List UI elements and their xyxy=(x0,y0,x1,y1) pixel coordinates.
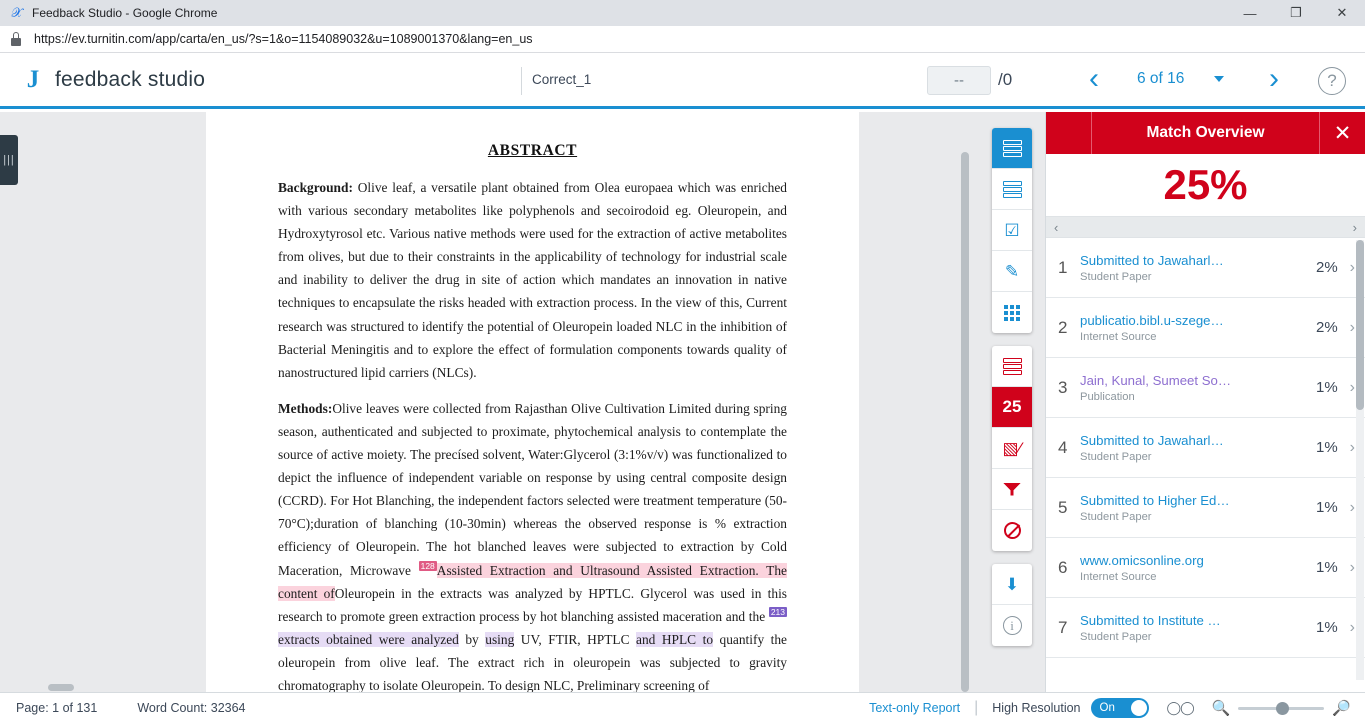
highlight-match-hplc[interactable]: and HPLC to xyxy=(636,631,714,647)
chevron-right-icon[interactable]: › xyxy=(1349,558,1355,576)
match-list-scrollbar-thumb[interactable] xyxy=(1356,240,1364,410)
match-percent: 1% xyxy=(1315,499,1338,516)
match-percent: 2% xyxy=(1315,259,1338,276)
header-divider xyxy=(521,67,522,95)
close-icon[interactable]: ✕ xyxy=(1319,112,1365,154)
match-percent: 1% xyxy=(1315,439,1338,456)
rail-group-similarity xyxy=(992,346,1032,551)
match-source-type: Internet Source xyxy=(1080,570,1157,583)
match-rank: 2 xyxy=(1058,317,1068,337)
toggle-knob xyxy=(1131,700,1147,716)
match-rank: 4 xyxy=(1058,437,1068,457)
paragraph-methods-text-d: by xyxy=(458,631,486,647)
match-source[interactable] xyxy=(1080,433,1316,463)
match-overview-header xyxy=(1046,112,1365,154)
chevron-right-icon[interactable]: › xyxy=(1349,258,1355,276)
match-percent: 1% xyxy=(1315,619,1338,636)
download-icon: ⬇ xyxy=(1004,574,1020,594)
chevron-right-icon[interactable]: › xyxy=(1349,438,1355,456)
match-rank: 5 xyxy=(1058,497,1068,517)
match-source-title[interactable]: www.omicsonline.org xyxy=(1080,552,1204,568)
match-pager-next[interactable]: › xyxy=(1352,219,1357,235)
paragraph-background-label: Background: xyxy=(278,180,353,195)
similarity-layers-button[interactable] xyxy=(992,346,1032,387)
match-source-title[interactable]: Submitted to Higher Ed… xyxy=(1080,492,1230,508)
help-icon[interactable]: ? xyxy=(1318,67,1346,95)
high-resolution-toggle-state: On xyxy=(1099,701,1115,714)
grid-icon xyxy=(1004,305,1020,321)
chevron-right-icon[interactable]: › xyxy=(1349,318,1355,336)
paragraph-methods-text-b: content of xyxy=(278,585,335,601)
footer-divider: | xyxy=(974,698,979,716)
paragraph-methods-text-f: quantify the oleuropein from olive leaf. The extract rich in oleuropein was subjected to gravity chromatography to isolate Oleuropein. To design NLC, Preliminary screening of xyxy=(278,631,787,692)
match-rank: 1 xyxy=(1058,257,1068,277)
chevron-down-icon[interactable] xyxy=(1214,76,1224,82)
download-button[interactable] xyxy=(992,564,1032,605)
match-rank: 3 xyxy=(1058,377,1068,397)
rail-group-utility xyxy=(992,564,1032,646)
info-button[interactable] xyxy=(992,605,1032,646)
match-source-title[interactable]: Submitted to Jawaharl… xyxy=(1080,432,1224,448)
match-source-type: Internet Source xyxy=(1080,330,1157,343)
document-scrollbar[interactable] xyxy=(960,112,970,692)
list-item[interactable] xyxy=(1046,298,1365,358)
chevron-right-icon[interactable]: › xyxy=(1349,618,1355,636)
grading-button[interactable] xyxy=(992,210,1032,251)
browser-tab-title[interactable]: Feedback Studio - Google Chrome xyxy=(32,6,218,20)
info-circle-icon: i xyxy=(1003,616,1022,635)
filter-strike-icon: ▧⁄ xyxy=(1002,438,1022,458)
page-indicator[interactable]: 6 of 16 xyxy=(1137,70,1185,87)
zoom-out-icon[interactable]: 🔍 xyxy=(1211,699,1231,717)
match-source[interactable] xyxy=(1080,613,1316,643)
grade-input[interactable]: -- xyxy=(927,66,991,95)
document-title: Correct_1 xyxy=(532,72,592,87)
similarity-score-button[interactable]: 25 xyxy=(992,387,1032,428)
all-sources-button[interactable] xyxy=(992,169,1032,210)
zoom-slider[interactable] xyxy=(1238,701,1324,715)
highlight-match-128[interactable]: Assisted Extraction and Ultrasound Assisted Extraction. The xyxy=(436,562,787,578)
match-source[interactable] xyxy=(1080,313,1316,343)
match-source-type: Student Paper xyxy=(1080,510,1152,523)
sidebar-toggle-handle[interactable] xyxy=(0,135,18,185)
close-button[interactable]: ✕ xyxy=(1336,5,1348,20)
zoom-slider-thumb[interactable] xyxy=(1276,702,1289,715)
highlight-match-213[interactable]: extracts obtained were analyzed xyxy=(278,631,459,647)
match-source-list[interactable] xyxy=(1046,238,1365,692)
list-item[interactable] xyxy=(1046,418,1365,478)
match-source-type: Student Paper xyxy=(1080,450,1152,463)
window-controls xyxy=(1227,0,1365,26)
paragraph-methods-text-a: Olive leaves were collected from Rajasthan Olive Cultivation Limited during spring season, authenticated and subjected to proximate, phytochemical analysis to contemplate the source of active moiety. The precísed solvent, Water:Glycerol (3:1%v/v) was functionalized to depict the influence of independent variable on response by using central composite design (CCRD). For Hot Blanching, the independent factors selected were treatment temperature (50-70°C);duration of blanching (10-30min) whereas the observed response is % extraction efficiency of Oleuropein. The hot blanched leaves were subjected to extraction by Cold Maceration, Microwave xyxy=(278,400,787,578)
match-source-type: Publication xyxy=(1080,390,1135,403)
footer-bar xyxy=(0,692,1365,722)
high-resolution-toggle[interactable] xyxy=(1091,698,1149,718)
funnel-icon xyxy=(1003,483,1021,496)
match-source[interactable] xyxy=(1080,373,1316,403)
match-source-title[interactable]: Submitted to Jawaharl… xyxy=(1080,252,1224,268)
match-percent: 2% xyxy=(1315,319,1338,336)
browser-urlbar[interactable] xyxy=(0,26,1365,53)
paragraph-methods-label: Methods: xyxy=(278,400,333,416)
high-resolution-label: High Resolution xyxy=(992,700,1081,715)
fullscreen-icon[interactable]: ◯◯ xyxy=(1166,699,1194,715)
list-item[interactable] xyxy=(1046,358,1365,418)
match-overview-title: Match Overview xyxy=(1146,124,1265,141)
match-overview-header-accent xyxy=(1046,112,1092,154)
similarity-percentage: 25% xyxy=(1163,161,1248,208)
match-rank: 6 xyxy=(1058,557,1068,577)
rubric-button[interactable] xyxy=(992,292,1032,333)
match-source-title[interactable]: Jain, Kunal, Sumeet So… xyxy=(1080,372,1232,388)
next-page-button[interactable]: › xyxy=(1269,62,1279,95)
match-source[interactable] xyxy=(1080,553,1316,583)
turnitin-icon: 𝒳 xyxy=(11,5,23,20)
match-badge-128[interactable]: 128 xyxy=(420,561,435,572)
paragraph-methods-text-e: UV, FTIR, HPTLC xyxy=(514,631,637,647)
match-list-scrollbar[interactable] xyxy=(1356,240,1364,680)
turnitin-logo-icon: J xyxy=(26,65,40,93)
exclude-bibliography-button[interactable] xyxy=(992,510,1032,551)
paragraph-methods xyxy=(278,397,787,692)
document-scrollbar-thumb[interactable] xyxy=(961,152,969,692)
match-rank: 7 xyxy=(1058,617,1068,637)
match-source-title[interactable]: publicatio.bibl.u-szege… xyxy=(1080,312,1224,328)
zoom-in-icon[interactable]: 🔎 xyxy=(1332,699,1351,717)
match-source-title[interactable]: Submitted to Institute … xyxy=(1080,612,1221,628)
chevron-right-icon[interactable]: › xyxy=(1349,378,1355,396)
text-only-report-link[interactable]: Text-only Report xyxy=(869,700,961,715)
highlight-match-using[interactable]: using xyxy=(485,631,515,647)
match-pager xyxy=(1046,216,1365,238)
pencil-square-icon: ✎ xyxy=(1004,261,1020,281)
match-badge-213[interactable]: 213 xyxy=(770,607,785,618)
brand[interactable] xyxy=(20,67,205,93)
maximize-button[interactable]: ❐ xyxy=(1290,5,1302,20)
match-percent: 1% xyxy=(1315,379,1338,396)
rail-group-primary xyxy=(992,128,1032,333)
match-source[interactable] xyxy=(1080,253,1316,283)
quickmarks-button[interactable] xyxy=(992,251,1032,292)
match-overview-panel xyxy=(1045,112,1365,692)
match-source-type: Student Paper xyxy=(1080,630,1152,643)
layers-icon xyxy=(1003,140,1022,157)
list-item[interactable] xyxy=(1046,598,1365,658)
grip-icon: ||| xyxy=(3,154,15,166)
paragraph-background-text: Olive leaf, a versatile plant obtained from Olea europaea which was enriched with various secondary metabolites like polyphenols and secoirodoid eg. Oleuropein, and Hydroxytyrosol etc. Various native methods were used for the extraction of active metabolites from olives, but due to their constraints in the applicability of technology for industrial scale and inability to deliver the drug in site of action which mandates an innovation in native techniques to encapsulate the risks headed with extraction process. In the view of this, Current research was structured to identify the potential of Oleuropein loaded NLC in the inhibition of Bacterial Meningitis and to explore the effect of formulation components towards quality of nanostructured lipid carriers (NLCs). xyxy=(278,180,787,380)
horizontal-scrollbar-thumb[interactable] xyxy=(48,684,74,691)
list-item[interactable] xyxy=(1046,238,1365,298)
page-title: ABSTRACT xyxy=(487,142,578,159)
filters-button[interactable] xyxy=(992,469,1032,510)
paragraph-methods-text-c: Oleuropein in the extracts was analyzed by HPTLC. Glycerol was used in this research to promote green extraction process by hot blanching assisted maceration and the xyxy=(278,585,787,624)
layers-icon xyxy=(1003,181,1022,198)
minimize-button[interactable]: — xyxy=(1243,5,1257,21)
lock-icon xyxy=(10,32,22,46)
exclude-sources-button[interactable] xyxy=(992,428,1032,469)
match-source[interactable] xyxy=(1080,493,1316,523)
word-count: Word Count: 32364 xyxy=(137,700,246,715)
page-status: Page: 1 of 131 xyxy=(16,700,98,715)
match-source-type: Student Paper xyxy=(1080,270,1152,283)
paragraph-background xyxy=(278,176,787,384)
match-overview-button[interactable] xyxy=(992,128,1032,169)
match-percent: 1% xyxy=(1315,559,1338,576)
chevron-right-icon[interactable]: › xyxy=(1349,498,1355,516)
checkbox-icon: ☑ xyxy=(1004,220,1020,240)
tool-rail xyxy=(992,128,1032,659)
list-item[interactable] xyxy=(1046,478,1365,538)
layers-icon xyxy=(1003,358,1022,375)
url-text[interactable]: https://ev.turnitin.com/app/carta/en_us/?s=1&o=1154089032&u=1089001370&lang=en_us xyxy=(34,32,533,46)
document-page xyxy=(206,112,859,692)
grade-total: /0 xyxy=(998,70,1013,89)
browser-titlebar xyxy=(0,0,1365,26)
brand-label: feedback studio xyxy=(55,67,206,91)
prev-page-button[interactable]: ‹ xyxy=(1089,62,1099,95)
list-item[interactable] xyxy=(1046,538,1365,598)
ban-icon xyxy=(1004,522,1021,539)
match-pager-prev[interactable]: ‹ xyxy=(1054,219,1059,235)
